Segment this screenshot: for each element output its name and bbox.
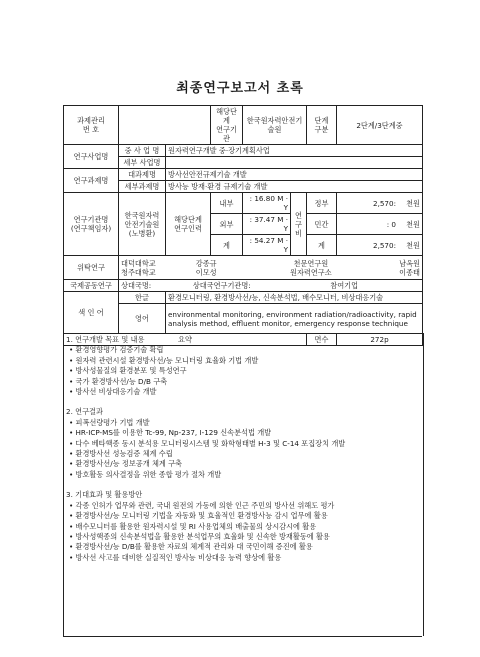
budget-private-unit: 천원 [406, 219, 420, 229]
page-title: 최종연구보고서 초록 [176, 81, 304, 96]
section-heading: 3. 기대효과 및 활용방안 [66, 490, 143, 500]
abstract-header-table [63, 105, 423, 346]
list-item: • 방호활동 의사결정을 위한 종합 평가 절차 개발 [69, 469, 222, 479]
summary-body [63, 333, 424, 636]
list-item: • HR-ICP-MS를 이용한 Tc-99, Np-237, I-129 신속분석법 개발 [69, 428, 272, 438]
list-item: • 배수모니터를 활용한 원자력시설 및 RI 사용업체의 배출물의 상시감시에 활용 [69, 521, 317, 531]
staff-internal-value: : 16.80 M · Y [243, 193, 291, 214]
budget-gov-cell [337, 193, 423, 214]
budget-total-unit: 천원 [406, 240, 420, 250]
budget-total-cell [337, 235, 423, 256]
detail-task-value: 방사능 방재·환경 규제기술 개발 [166, 181, 423, 193]
frame-bottom-rule [63, 636, 422, 637]
institution-label: 연구기관명 (연구책임자) [64, 193, 119, 256]
keywords-en-label: 영어 [119, 304, 166, 334]
keywords-ko-value: 환경모니터링, 환경방사선/능, 신속분석법, 배수모니터, 비상대응기술 [166, 292, 423, 304]
staff-total-value: : 54.27 M · Y [243, 235, 291, 256]
staff-label: 해당단계 연구인력 [166, 193, 211, 256]
pages-label: 면수 [307, 334, 337, 346]
task-label: 연구과제명 [64, 169, 119, 193]
stage-label: 단계 구분 [307, 106, 337, 145]
consign-label: 위탁연구 [64, 256, 119, 280]
main-task-value: 방사선안전규제기술 개발 [166, 169, 423, 181]
mgmt-no-value [119, 106, 211, 145]
list-item: • 원자력 관련시설 환경방사선/능 모니터링 효율화 기법 개발 [69, 355, 259, 365]
intl-label: 국제공동연구 [64, 280, 119, 292]
intl-partner-label: 상대국연구기관명: [192, 281, 251, 290]
budget-total-label: 계 [307, 235, 337, 256]
list-item: • 방사선 비상대응기술 개발 [69, 387, 157, 397]
list-item: • 환경방사선/능 정보공개 체계 구축 [69, 459, 183, 469]
budget-gov-value: 2,570: [373, 198, 396, 208]
list-item [121, 259, 420, 268]
sub-program-value [166, 157, 423, 169]
list-item [121, 268, 420, 277]
list-item: • 환경방사선/능 D/B를 활용한 자료의 체계적 관리와 대 국민이해 증진에 활용 [69, 542, 313, 552]
intl-cell [119, 280, 423, 292]
list-item: • 국가 환경방사선/능 D/B 구축 [69, 376, 168, 386]
detail-task-label: 세부과제명 [119, 181, 166, 193]
mgmt-no-label: 과제관리 번 호 [64, 106, 119, 145]
budget-total-value: 2,570: [373, 240, 396, 250]
list-item: • 방사성물질의 환경분포 및 특성연구 [69, 366, 187, 376]
budget-gov-label: 정부 [307, 193, 337, 214]
budget-private-label: 민간 [307, 214, 337, 235]
summary-label: 요약 [64, 334, 307, 346]
keywords-label: 색 인 어 [64, 292, 119, 334]
budget-private-value: : 0 [386, 219, 396, 229]
pages-value: 272p [337, 334, 423, 346]
consign-org: 청주대학교 [121, 267, 156, 277]
program-label: 연구사업명 [64, 145, 119, 169]
list-item: • 환경방사선 성능검증 체계 수립 [69, 449, 173, 459]
list-item: • 각종 인허가 업무와 관련, 국내 원전의 가동에 의한 인근 주민의 방사선 위해도 평가 [69, 500, 335, 510]
org-value: 한국원자력안전기술원 [243, 106, 307, 145]
section-heading: 1. 연구개발 목표 및 내용 [66, 335, 145, 344]
list-item: • 다수 베타핵종 동시 분석용 모니터링시스템 및 화학형태별 H-3 및 C-14 포집장치 개발 [69, 438, 346, 448]
list-item: • 방사성핵종의 신속분석법을 활용한 분석업무의 효율화 및 신속한 방재활동에 활용 [69, 531, 330, 541]
consign-org: 원자력연구소 [290, 267, 332, 277]
consign-org: 천문연구원 [293, 258, 329, 268]
institution-value: 한국원자력 안전기술원 (노병환) [119, 193, 166, 256]
keywords-ko-label: 한글 [119, 292, 166, 304]
consign-person: 이종태 [399, 267, 420, 277]
budget-label: 연 구 비 [291, 193, 307, 256]
list-item: • 피폭선량평가 기법 개발 [69, 417, 150, 427]
intl-participant-label: 참여기업 [330, 281, 359, 290]
keywords-en-value: environmental monitoring, environment radiation/radioactivity, rapid analysis method, effluent monitor, emergency response technique [166, 304, 423, 334]
staff-internal-label: 내부 [211, 193, 243, 214]
mid-program-label: 중 사 업 명 [119, 145, 166, 157]
consign-cell [119, 256, 423, 280]
budget-private-cell [337, 214, 423, 235]
section-heading: 2. 연구결과 [66, 407, 103, 417]
consign-list [121, 259, 420, 277]
consign-person: 남옥원 [399, 258, 420, 268]
list-item: • 환경방사선/능 모니터링 기법을 자동화 및 효율적인 환경방사능 감시 업무에 활용 [69, 511, 328, 521]
main-task-label: 대과제명 [119, 169, 166, 181]
mid-program-value: 원자력연구개발 중·장기계획사업 [166, 145, 423, 157]
consign-person: 이모성 [195, 267, 217, 277]
org-label: 해당단계 연구기관 [211, 106, 243, 145]
list-item: • 방사선 사고를 대비한 실질적인 방사능 비상대응 능력 향상에 활용 [69, 552, 282, 562]
list-item: • 환경영향평가 검증기술 확립 [69, 345, 164, 355]
consign-person: 강종규 [195, 258, 217, 268]
sub-program-label: 세부 사업명 [119, 157, 166, 169]
consign-org: 대덕대학교 [121, 258, 156, 268]
staff-external-value: : 37.47 M · Y [243, 214, 291, 235]
staff-external-label: 외부 [211, 214, 243, 235]
intl-country-label: 상대국명: [121, 281, 152, 290]
staff-total-label: 계 [211, 235, 243, 256]
budget-gov-unit: 천원 [406, 198, 420, 208]
stage-value: 2단계/3단계중 [337, 106, 423, 145]
